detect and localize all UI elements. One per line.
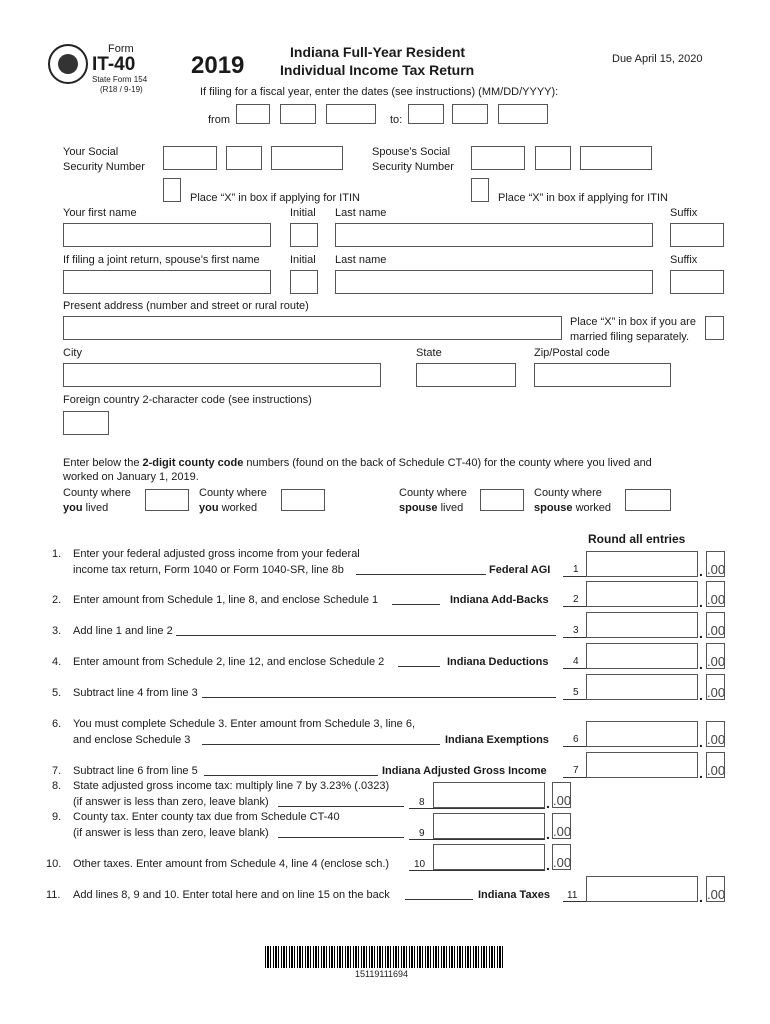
zip-label: Zip/Postal code <box>534 347 610 359</box>
state-form-number: State Form 154 <box>92 75 148 84</box>
county-spouse-lived-label-2: spouse lived <box>399 502 464 514</box>
line11-box-number: 11 <box>567 890 578 901</box>
line6-text1: You must complete Schedule 3. Enter amount from Schedule 3, line 6, <box>73 718 416 730</box>
line6-box-number: 6 <box>573 734 579 745</box>
form-title-line1: Indiana Full-Year Resident <box>290 44 466 60</box>
state-label: State <box>416 347 442 359</box>
line2-text1: Enter amount from Schedule 1, line 8, and enclose Schedule 1 <box>73 594 379 606</box>
line8-decimal: . <box>546 795 550 811</box>
line6-text2: and enclose Schedule 3 <box>73 734 191 746</box>
line5-leader <box>202 697 556 698</box>
line6-number: 6. <box>52 718 62 730</box>
fiscal-to-month[interactable] <box>408 104 444 124</box>
last-name-field[interactable] <box>335 223 653 247</box>
county-you-lived-field[interactable] <box>145 489 189 511</box>
line1-leader <box>356 574 486 575</box>
line3-number: 3. <box>52 625 62 637</box>
line7-text1: Subtract line 6 from line 5 <box>73 765 198 777</box>
line8-cents: .00 <box>553 793 572 808</box>
line8-number: 8. <box>52 780 62 792</box>
county-you-lived-label-1: County where <box>63 487 131 499</box>
barcode-number: 15119111694 <box>355 969 409 979</box>
line4-tag: Indiana Deductions <box>447 656 549 668</box>
line8-amount-field[interactable] <box>433 782 545 808</box>
suffix-field[interactable] <box>670 223 724 247</box>
line2-decimal: . <box>699 594 703 610</box>
mfs-note-1: Place “X” in box if you are <box>570 316 696 328</box>
line2-cents: .00 <box>707 592 726 607</box>
line6-decimal: . <box>699 734 703 750</box>
line7-decimal: . <box>699 765 703 781</box>
line3-amount-field[interactable] <box>586 612 698 638</box>
line5-box-number: 5 <box>573 687 579 698</box>
county-intro-line2: worked on January 1, 2019. <box>63 471 199 483</box>
spouse-initial-label: Initial <box>290 254 316 266</box>
form-title-line2: Individual Income Tax Return <box>280 62 475 78</box>
line10-amount-field[interactable] <box>433 844 545 870</box>
line9-amount-field[interactable] <box>433 813 545 839</box>
line1-tag: Federal AGI <box>489 564 551 576</box>
city-field[interactable] <box>63 363 381 387</box>
county-spouse-lived-label-1: County where <box>399 487 467 499</box>
line11-amount-field[interactable] <box>586 876 698 902</box>
line7-amount-field[interactable] <box>586 752 698 778</box>
foreign-country-field[interactable] <box>63 411 109 435</box>
fiscal-to-year[interactable] <box>498 104 548 124</box>
line8-box-number: 8 <box>419 797 425 808</box>
line4-number: 4. <box>52 656 62 668</box>
line9-leader <box>278 837 404 838</box>
initial-field[interactable] <box>290 223 318 247</box>
round-all-entries-note: Round all entries <box>588 532 686 546</box>
line2-leader <box>392 604 440 605</box>
line6-amount-field[interactable] <box>586 721 698 747</box>
line10-amount-underline <box>409 870 545 871</box>
fiscal-to-day[interactable] <box>452 104 488 124</box>
county-you-worked-label-1: County where <box>199 487 267 499</box>
county-spouse-worked-label-1: County where <box>534 487 602 499</box>
line7-box-number: 7 <box>573 765 579 776</box>
mfs-checkbox[interactable] <box>705 316 724 340</box>
line1-amount-field[interactable] <box>586 551 698 577</box>
present-address-field[interactable] <box>63 316 562 340</box>
barcode <box>265 946 505 968</box>
county-you-worked-label-2: you worked <box>199 502 258 514</box>
line4-leader <box>398 666 440 667</box>
spouse-ssn-part2[interactable] <box>535 146 571 170</box>
line7-cents: .00 <box>707 763 726 778</box>
line3-decimal: . <box>699 625 703 641</box>
line9-box-number: 9 <box>419 828 425 839</box>
line2-tag: Indiana Add-Backs <box>450 594 549 606</box>
line3-leader <box>176 635 556 636</box>
foreign-country-label: Foreign country 2-character code (see instructions) <box>63 394 312 406</box>
line6-tag: Indiana Exemptions <box>445 734 549 746</box>
line5-number: 5. <box>52 687 62 699</box>
city-label: City <box>63 347 82 359</box>
line11-number: 11. <box>46 889 61 901</box>
county-intro-line1: Enter below the 2-digit county code numbers (found on the back of Schedule CT-40) for the county where you lived and <box>63 457 652 469</box>
your-ssn-label-2: Security Number <box>63 161 145 173</box>
due-date: Due April 15, 2020 <box>612 53 703 65</box>
county-spouse-lived-field[interactable] <box>480 489 524 511</box>
line9-decimal: . <box>546 826 550 842</box>
line1-text1: Enter your federal adjusted gross income from your federal <box>73 548 360 560</box>
line5-decimal: . <box>699 687 703 703</box>
line4-text1: Enter amount from Schedule 2, line 12, and enclose Schedule 2 <box>73 656 385 668</box>
last-name-label: Last name <box>335 207 387 219</box>
line10-text1: Other taxes. Enter amount from Schedule 4, line 4 (enclose sch.) <box>73 858 390 870</box>
indiana-state-seal <box>48 44 88 84</box>
spouse-last-name-label: Last name <box>335 254 387 266</box>
line1-text2: income tax return, Form 1040 or Form 1040-SR, line 8b <box>73 564 344 576</box>
spouse-ssn-label-2: Security Number <box>372 161 454 173</box>
your-itin-note: Place “X” in box if applying for ITIN <box>190 192 360 204</box>
line8-text2: (if answer is less than zero, leave blank) <box>73 796 269 808</box>
fiscal-from-month[interactable] <box>236 104 270 124</box>
your-ssn-label-1: Your Social <box>63 146 119 158</box>
line2-number: 2. <box>52 594 62 606</box>
line10-number: 10. <box>46 858 62 870</box>
spouse-itin-note: Place “X” in box if applying for ITIN <box>498 192 668 204</box>
line7-number: 7. <box>52 765 62 777</box>
line9-text1: County tax. Enter county tax due from Schedule CT-40 <box>73 811 340 823</box>
line1-number: 1. <box>52 548 62 560</box>
spouse-ssn-part1[interactable] <box>471 146 525 170</box>
line1-cents: .00 <box>707 562 726 577</box>
line2-box-number: 2 <box>573 594 579 605</box>
line11-tag: Indiana Taxes <box>478 889 550 901</box>
state-field[interactable] <box>416 363 516 387</box>
line5-text1: Subtract line 4 from line 3 <box>73 687 198 699</box>
line7-leader <box>204 775 378 776</box>
present-address-label: Present address (number and street or rural route) <box>63 300 309 312</box>
spouse-suffix-label: Suffix <box>670 254 698 266</box>
mfs-note-2: married filing separately. <box>570 331 690 343</box>
line3-text1: Add line 1 and line 2 <box>73 625 173 637</box>
line3-box-number: 3 <box>573 625 579 636</box>
line9-text2: (if answer is less than zero, leave blank) <box>73 827 269 839</box>
line8-amount-underline <box>409 808 545 809</box>
line11-leader <box>405 899 473 900</box>
county-spouse-worked-field[interactable] <box>625 489 671 511</box>
zip-field[interactable] <box>534 363 671 387</box>
line6-cents: .00 <box>707 732 726 747</box>
form-word: Form <box>108 43 134 55</box>
line9-cents: .00 <box>553 824 572 839</box>
line1-decimal: . <box>699 563 703 579</box>
your-ssn-part2[interactable] <box>226 146 262 170</box>
spouse-first-name-label: If filing a joint return, spouse’s first name <box>63 254 260 266</box>
spouse-first-name-field[interactable] <box>63 270 271 294</box>
fiscal-to-label: to: <box>390 114 403 126</box>
line11-text1: Add lines 8, 9 and 10. Enter total here and on line 15 on the back <box>73 889 390 901</box>
line5-cents: .00 <box>707 685 726 700</box>
tax-year: 2019 <box>191 52 245 79</box>
line11-decimal: . <box>699 889 703 905</box>
form-number: IT-40 <box>92 54 136 75</box>
line3-cents: .00 <box>707 623 726 638</box>
county-you-worked-field[interactable] <box>281 489 325 511</box>
initial-label: Initial <box>290 207 316 219</box>
fiscal-from-year[interactable] <box>326 104 376 124</box>
county-spouse-worked-label-2: spouse worked <box>534 502 612 514</box>
line8-text1: State adjusted gross income tax: multiply line 7 by 3.23% (.0323) <box>73 780 390 792</box>
county-you-lived-label-2: you lived <box>63 502 109 514</box>
your-itin-checkbox[interactable] <box>163 178 181 202</box>
line6-leader <box>202 744 440 745</box>
line10-cents: .00 <box>553 855 572 870</box>
suffix-label: Suffix <box>670 207 698 219</box>
line10-box-number: 10 <box>414 859 426 870</box>
fiscal-from-day[interactable] <box>280 104 316 124</box>
line10-decimal: . <box>546 857 550 873</box>
line4-amount-field[interactable] <box>586 643 698 669</box>
spouse-suffix-field[interactable] <box>670 270 724 294</box>
line4-box-number: 4 <box>573 656 579 667</box>
first-name-field[interactable] <box>63 223 271 247</box>
spouse-ssn-part3[interactable] <box>580 146 652 170</box>
spouse-ssn-label-1: Spouse’s Social <box>372 146 451 158</box>
fiscal-year-note: If filing for a fiscal year, enter the dates (see instructions) (MM/DD/YYYY): <box>200 86 559 98</box>
spouse-initial-field[interactable] <box>290 270 318 294</box>
line5-amount-field[interactable] <box>586 674 698 700</box>
first-name-label: Your first name <box>63 207 137 219</box>
line4-decimal: . <box>699 656 703 672</box>
your-ssn-part3[interactable] <box>271 146 343 170</box>
your-ssn-part1[interactable] <box>163 146 217 170</box>
form-revision: (R18 / 9-19) <box>100 85 143 94</box>
line4-cents: .00 <box>707 654 726 669</box>
line9-number: 9. <box>52 811 62 823</box>
line8-leader <box>278 806 404 807</box>
spouse-last-name-field[interactable] <box>335 270 653 294</box>
line11-cents: .00 <box>707 887 726 902</box>
fiscal-from-label: from <box>208 114 230 126</box>
spouse-itin-checkbox[interactable] <box>471 178 489 202</box>
line7-tag: Indiana Adjusted Gross Income <box>382 765 547 777</box>
line1-box-number: 1 <box>573 564 579 575</box>
line9-amount-underline <box>409 839 545 840</box>
line2-amount-field[interactable] <box>586 581 698 607</box>
